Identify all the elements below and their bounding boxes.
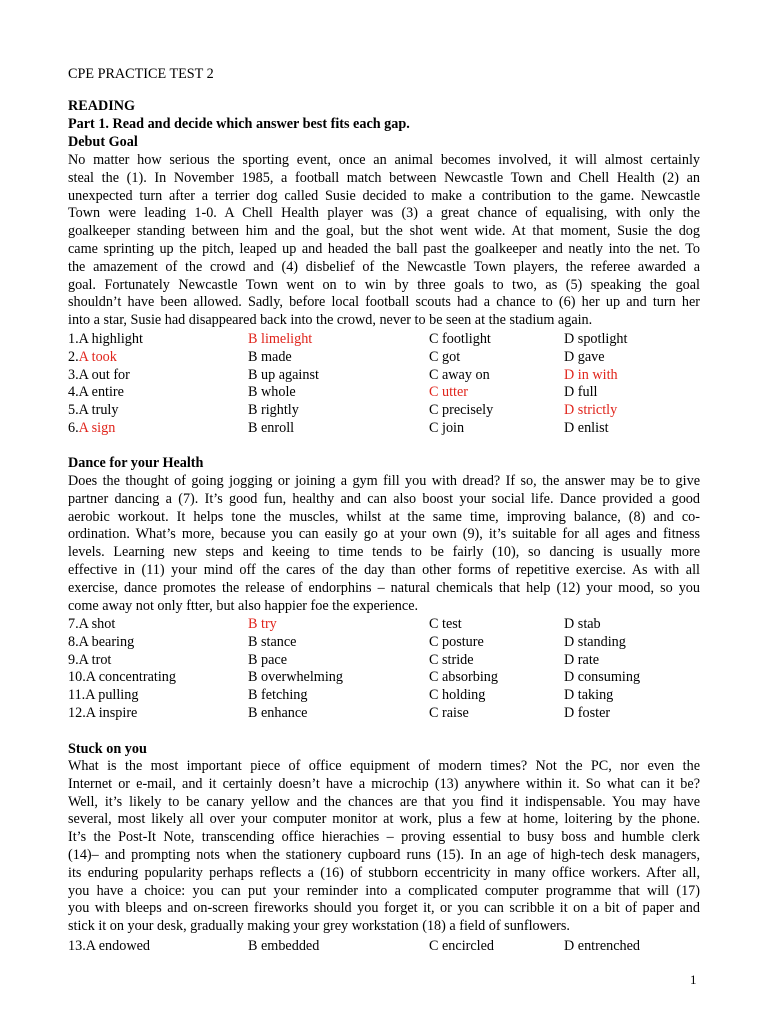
answer-option <box>564 383 598 401</box>
marked-answer: A took <box>78 348 117 365</box>
text-line: unexpected turn after a terrier dog called Susie decided to make a contribution to the game. Newcastle <box>68 187 700 204</box>
question-row <box>68 704 708 722</box>
text-line: the amazement of the crowd and (4) disbelief of the Newcastle Town players, the referee awarded a <box>68 258 700 275</box>
answer-option <box>68 419 115 437</box>
option-text: D standing <box>564 633 626 650</box>
passage-title: Dance for your Health <box>68 455 204 471</box>
option-text: A endowed <box>85 938 150 954</box>
answer-option <box>564 686 613 704</box>
option-text: B up against <box>248 366 319 383</box>
answer-option <box>429 668 498 686</box>
answer-option <box>248 633 296 651</box>
option-text: D full <box>564 384 598 401</box>
part-instruction: Part 1. Read and decide which answer best fits each gap. <box>68 116 410 132</box>
option-text: B overwhelming <box>248 669 343 686</box>
text-line: levels. Learning new steps and keeing to time tends to be fairly (10), so dancing is usually more <box>68 544 700 561</box>
answer-option <box>429 704 469 722</box>
question-number: 4. <box>68 384 79 401</box>
text-line: Well, it’s likely to be canary yellow and the chances are that you find it indispensable. You may have <box>68 793 700 810</box>
text-line: (14)– and prompting nots when the stationery cupboard runs (15). In an age of high-tech desk managers, <box>68 846 700 863</box>
text-line: shouldn’t have been allowed. Sadly, before local football scouts had a chance to (6) her up and turn her <box>68 294 700 311</box>
option-text: A entire <box>78 384 124 401</box>
question-number: 7. <box>68 616 79 632</box>
text-line: effective in (11) your mind off the cares of the day than other forms of repetitive exercise. As with all <box>68 561 700 578</box>
answer-option <box>68 348 117 366</box>
answer-option <box>248 366 319 384</box>
option-text: B enroll <box>248 420 295 436</box>
text-line: several, most likely all over your computer monitor at work, plus a few at home, loitering by the phone. <box>68 811 700 828</box>
answer-option <box>68 615 115 633</box>
answer-option <box>248 686 308 704</box>
question-row <box>68 419 708 437</box>
option-text: D enlist <box>564 420 609 436</box>
marked-answer: D in with <box>564 366 618 383</box>
text-line: its enduring popularity perhaps reflects a (16) of stubborn eccentricity in many office workers. After all, <box>68 864 700 881</box>
question-row <box>68 330 708 348</box>
question-number: 9. <box>68 651 79 668</box>
text-line: aerobic workout. It helps tone the muscles, whilst at the same time, improving balance, (8) and co- <box>68 508 700 525</box>
answer-option <box>248 615 277 633</box>
option-text: C got <box>429 348 461 365</box>
answer-option <box>564 651 599 669</box>
page-number: 1 <box>690 972 697 987</box>
question-number: 6. <box>68 420 79 436</box>
answer-option <box>564 633 626 651</box>
answer-option <box>68 704 137 722</box>
answer-option <box>68 330 143 348</box>
answer-option <box>429 633 484 651</box>
option-text: B stance <box>248 633 297 650</box>
answer-option <box>248 419 294 437</box>
option-text: B whole <box>248 384 296 401</box>
question-row <box>68 383 708 401</box>
answer-option <box>429 651 474 669</box>
answer-option <box>68 651 111 669</box>
answer-option <box>248 401 299 419</box>
option-text: A trot <box>78 651 112 668</box>
answer-option <box>564 419 609 437</box>
text-line: ordination. What’s more, because you can easily go at your own (9), it’s suitable for all ages and fitness <box>68 526 700 543</box>
answer-option <box>429 401 493 419</box>
answer-option <box>248 937 319 955</box>
question-number: 11. <box>68 687 86 704</box>
option-text: C join <box>429 420 465 436</box>
test-title: CPE PRACTICE TEST 2 <box>68 66 214 82</box>
marked-answer: B limelight <box>248 331 313 347</box>
option-text: D foster <box>564 705 611 721</box>
answer-option <box>248 383 296 401</box>
question-row <box>68 686 708 704</box>
answer-option <box>68 366 130 384</box>
option-text: B embedded <box>248 938 320 954</box>
option-text: A shot <box>78 616 116 632</box>
answer-option <box>564 668 640 686</box>
text-line: Does the thought of going jogging or joining a gym fill you with dread? If so, the answer may be to give <box>68 473 700 489</box>
option-text: D spotlight <box>564 331 628 347</box>
question-number: 8. <box>68 633 79 650</box>
question-number: 5. <box>68 402 79 419</box>
answer-option <box>429 615 462 633</box>
answer-option <box>429 348 460 366</box>
answer-option <box>248 330 312 348</box>
text-line: steal the (1). In November 1985, a football match between Newcastle Town and Chell Health (2) an <box>68 169 700 186</box>
text-line: you have a choice: you can put your reminder into a complicated computer programme that will (17) <box>68 882 700 899</box>
question-row <box>68 633 708 651</box>
option-text: C precisely <box>429 402 494 419</box>
option-text: A out for <box>78 366 130 383</box>
section-heading: READING <box>68 98 136 114</box>
answer-option <box>429 330 491 348</box>
text-line: Town were leading 1-0. A Chell Health player was (3) a great chance of equalising, with only the <box>68 205 700 222</box>
text-line: goal. Fortunately Newcastle Town went on to win by three goals to two, as (5) speaking the goal <box>68 276 700 293</box>
answer-option <box>248 668 343 686</box>
question-row <box>68 937 708 955</box>
option-text: A bearing <box>78 633 135 650</box>
answer-option <box>429 937 494 955</box>
answer-option <box>429 686 485 704</box>
answer-option <box>68 633 134 651</box>
option-text: D stab <box>564 616 601 632</box>
option-text: C encircled <box>429 938 494 954</box>
answer-option <box>429 383 468 401</box>
text-line: stick it on your desk, gradually making your grey workstation (18) a field of sunflowers. <box>68 918 570 935</box>
answer-option <box>564 366 618 384</box>
text-line: come away not only ftter, but also happier foe the experience. <box>68 597 419 614</box>
answer-option <box>68 686 138 704</box>
option-text: C raise <box>429 705 469 721</box>
passage-text <box>68 758 700 936</box>
option-text: B rightly <box>248 402 299 419</box>
answer-option <box>248 348 292 366</box>
marked-answer: A sign <box>78 420 116 436</box>
answer-option <box>429 366 490 384</box>
answer-option <box>564 615 601 633</box>
question-number: 1. <box>68 331 79 347</box>
answer-option <box>68 668 176 686</box>
answer-option <box>564 704 610 722</box>
text-line: What is the most important piece of office equipment of modern times? Not the PC, nor even the <box>68 758 700 774</box>
answer-option <box>248 651 287 669</box>
text-line: goalkeeper standing between him and the goal, but the shot went wide. At that moment, Susie the dog <box>68 223 700 240</box>
text-line: It’s the Post-It Note, transcending office hierachies – proving essential to busy boss and humble clerk <box>68 829 700 846</box>
marked-answer: B try <box>248 616 277 632</box>
answer-option <box>68 401 118 419</box>
question-row <box>68 366 708 384</box>
option-text: A truly <box>78 402 119 419</box>
marked-answer: C utter <box>429 384 469 401</box>
answer-option <box>68 383 124 401</box>
passage-title: Debut Goal <box>68 134 138 150</box>
question-row <box>68 668 708 686</box>
answer-option <box>564 348 605 366</box>
option-text: D gave <box>564 348 605 365</box>
option-text: C test <box>429 616 462 632</box>
question-number: 2. <box>68 348 79 365</box>
question-row <box>68 651 708 669</box>
option-text: D entrenched <box>564 938 641 954</box>
text-line: Internet or e-mail, and it certainly doesn’t have a microchip (13) anywhere within it. So what can it be? <box>68 775 700 792</box>
option-text: C absorbing <box>429 669 498 686</box>
question-row <box>68 401 708 419</box>
option-text: C away on <box>429 366 490 383</box>
option-text: C holding <box>429 687 486 704</box>
question-number: 12. <box>68 705 86 721</box>
answer-option <box>429 419 464 437</box>
marked-answer: D strictly <box>564 402 618 419</box>
passage-title: Stuck on you <box>68 741 147 757</box>
option-text: A inspire <box>85 705 138 721</box>
option-text: D taking <box>564 687 614 704</box>
option-text: C posture <box>429 633 484 650</box>
text-line: you with bleeps and on-screen fireworks should you forget it, or you can scribble it on a bit of paper and <box>68 900 700 917</box>
option-text: A highlight <box>78 331 143 347</box>
question-row <box>68 615 708 633</box>
answer-option <box>564 401 617 419</box>
question-number: 3. <box>68 366 79 383</box>
option-text: D rate <box>564 651 600 668</box>
question-row <box>68 348 708 366</box>
option-text: A concentrating <box>85 669 176 686</box>
answer-option <box>564 937 640 955</box>
answer-option <box>68 937 150 955</box>
passage-text <box>68 152 700 330</box>
option-text: B enhance <box>248 705 308 721</box>
option-text: A pulling <box>85 687 139 704</box>
text-line: No matter how serious the sporting event, once an animal becomes involved, it will almost certainly <box>68 152 700 168</box>
question-number: 13. <box>68 938 86 954</box>
passage-text <box>68 473 700 615</box>
answer-option <box>248 704 307 722</box>
answer-option <box>564 330 627 348</box>
question-number: 10. <box>68 669 86 686</box>
text-line: partner dancing a (7). It’s good fun, healthy and can also boost your social life. Dance provided a good <box>68 490 700 507</box>
option-text: D consuming <box>564 669 641 686</box>
option-text: B fetching <box>248 687 308 704</box>
text-line: into a star, Susie had disappeared back into the crowd, never to be seen at the stadium again. <box>68 312 593 329</box>
option-text: B pace <box>248 651 287 668</box>
option-text: B made <box>248 348 292 365</box>
option-text: C stride <box>429 651 474 668</box>
text-line: came sprinting up the pitch, leaped up and headed the ball past the goalkeeper and neatly into the net. To <box>68 240 700 257</box>
option-text: C footlight <box>429 331 491 347</box>
text-line: exercise, dance promotes the release of endorphins – natural chemicals that help (12) your mood, so you <box>68 579 700 596</box>
